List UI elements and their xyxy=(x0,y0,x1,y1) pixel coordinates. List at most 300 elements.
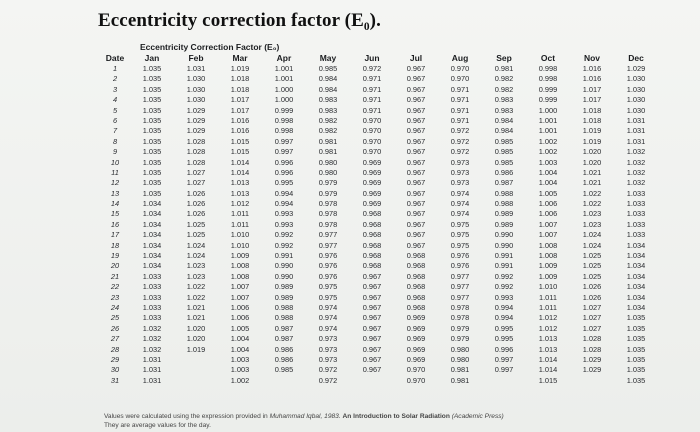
table-cell: 1.029 xyxy=(626,64,646,73)
table-cell: 1.019 xyxy=(230,64,250,73)
table-cell: 1.030 xyxy=(186,95,206,105)
footnote-note: They are average values for the day. xyxy=(104,422,211,429)
table-cell: 1.034 xyxy=(626,292,646,302)
table-cell: 0.968 xyxy=(362,240,382,250)
table-cell: 0.977 xyxy=(450,282,470,292)
table-cell: 0.969 xyxy=(362,167,382,177)
table-cell xyxy=(570,376,614,386)
table-cell: 1.015 xyxy=(538,375,558,385)
table-cell: 0.971 xyxy=(362,95,382,105)
table-cell: 1.006 xyxy=(538,199,558,209)
table-cell: 0.967 xyxy=(362,344,382,354)
table-cell: 1.030 xyxy=(626,105,646,115)
table-cell: 1.000 xyxy=(274,95,294,105)
table-cell: 1.035 xyxy=(626,365,646,375)
column-header: Apr xyxy=(276,53,292,63)
table-cell: 0.982 xyxy=(318,126,338,136)
table-cell: 1.034 xyxy=(626,302,646,312)
table-cell: 1.022 xyxy=(186,282,206,292)
table-cell: 1.009 xyxy=(538,261,558,271)
row-date: 2 xyxy=(112,74,118,84)
table-cell: 0.970 xyxy=(362,126,382,136)
table-cell: 1.028 xyxy=(186,157,206,167)
table-cell: 0.967 xyxy=(406,209,426,219)
table-cell: 1.007 xyxy=(538,219,558,229)
row-date: 13 xyxy=(110,188,120,198)
row-date: 27 xyxy=(110,334,120,344)
table-cell: 1.035 xyxy=(142,147,162,157)
table-cell: 0.971 xyxy=(362,105,382,115)
table-cell: 0.968 xyxy=(406,271,426,281)
table-cell: 0.991 xyxy=(274,251,294,261)
row-date: 31 xyxy=(110,375,120,385)
table-cell: 1.035 xyxy=(626,354,646,364)
table-cell: 0.994 xyxy=(494,302,514,312)
table-cell: 1.024 xyxy=(582,230,602,240)
table-cell: 1.030 xyxy=(186,84,206,94)
table-cell: 1.032 xyxy=(142,334,162,344)
row-date: 8 xyxy=(112,136,118,146)
column-header: Aug xyxy=(451,53,469,63)
table-cell: 1.034 xyxy=(626,261,646,271)
table-cell: 0.970 xyxy=(362,136,382,146)
table-cell: 0.993 xyxy=(494,292,514,302)
table-cell: 0.979 xyxy=(450,334,470,344)
table-cell: 1.021 xyxy=(186,313,206,323)
table-cell: 1.006 xyxy=(538,209,558,219)
table-cell: 0.970 xyxy=(362,115,382,125)
table-cell xyxy=(350,376,394,386)
table-cell: 1.018 xyxy=(230,84,250,94)
table-cell: 1.027 xyxy=(186,167,206,177)
table-cell: 1.025 xyxy=(186,230,206,240)
table-cell xyxy=(174,355,218,365)
row-date: 14 xyxy=(110,199,120,209)
table-cell: 1.001 xyxy=(274,64,294,73)
row-date: 15 xyxy=(110,209,120,219)
table-cell: 0.973 xyxy=(450,167,470,177)
table-cell: 1.008 xyxy=(230,271,250,281)
table-cell: 0.994 xyxy=(494,313,514,323)
table-cell: 1.031 xyxy=(626,115,646,125)
table-cell: 1.035 xyxy=(142,95,162,105)
table-cell: 1.027 xyxy=(582,313,602,323)
table-cell: 1.004 xyxy=(230,334,250,344)
column-header: Mar xyxy=(232,53,248,63)
table-cell: 0.990 xyxy=(494,230,514,240)
table-cell: 1.022 xyxy=(582,199,602,209)
table-cell: 1.014 xyxy=(230,157,250,167)
table-cell: 1.026 xyxy=(186,209,206,219)
table-cell: 1.021 xyxy=(186,302,206,312)
table-cell: 0.982 xyxy=(318,115,338,125)
table-cell: 0.997 xyxy=(274,136,294,146)
table-cell: 1.018 xyxy=(582,105,602,115)
table-cell: 0.979 xyxy=(318,188,338,198)
table-cell: 1.035 xyxy=(142,84,162,94)
table-cell: 0.991 xyxy=(494,251,514,261)
table-cell: 0.983 xyxy=(318,105,338,115)
table-cell: 1.019 xyxy=(186,344,206,354)
table-cell: 1.027 xyxy=(582,323,602,333)
table-cell: 1.034 xyxy=(142,251,162,261)
table-cell: 0.984 xyxy=(318,74,338,84)
table-cell: 1.015 xyxy=(230,136,250,146)
table-cell: 0.974 xyxy=(318,323,338,333)
table-cell: 0.987 xyxy=(274,323,294,333)
table-cell: 1.022 xyxy=(582,188,602,198)
table-cell: 1.009 xyxy=(230,251,250,261)
column-header: Jul xyxy=(409,53,423,63)
table-cell: 1.001 xyxy=(538,126,558,136)
table-cell: 1.033 xyxy=(142,282,162,292)
table-cell: 1.028 xyxy=(582,344,602,354)
table-cell: 0.968 xyxy=(362,261,382,271)
table-cell: 1.018 xyxy=(230,74,250,84)
table-cell: 1.006 xyxy=(230,302,250,312)
table-cell: 1.019 xyxy=(582,136,602,146)
table-cell: 0.967 xyxy=(406,136,426,146)
table-cell: 0.968 xyxy=(406,282,426,292)
table-cell: 1.035 xyxy=(142,178,162,188)
table-cell: 1.031 xyxy=(142,375,162,385)
table-cell: 1.015 xyxy=(230,147,250,157)
table-cell: 1.011 xyxy=(231,219,249,229)
table-cell: 1.035 xyxy=(626,323,646,333)
table-cell: 1.034 xyxy=(626,251,646,261)
table-cell: 1.018 xyxy=(582,115,602,125)
table-cell: 0.985 xyxy=(318,64,338,73)
table-cell: 0.967 xyxy=(406,199,426,209)
table-cell: 0.967 xyxy=(362,302,382,312)
table-cell: 1.034 xyxy=(142,219,162,229)
table-cell: 1.030 xyxy=(626,84,646,94)
table-cell: 0.976 xyxy=(450,261,470,271)
table-cell: 1.032 xyxy=(626,147,646,157)
table-cell: 1.013 xyxy=(538,344,558,354)
table-cell: 0.992 xyxy=(274,230,294,240)
row-date: 23 xyxy=(110,292,120,302)
row-date: 24 xyxy=(110,302,120,312)
table-cell: 0.984 xyxy=(494,115,514,125)
table-cell: 0.978 xyxy=(318,219,338,229)
table-cell: 0.970 xyxy=(450,64,470,73)
table-cell: 1.021 xyxy=(582,178,602,188)
table-cell: 1.017 xyxy=(230,105,250,115)
table-cell: 1.012 xyxy=(538,313,558,323)
table-cell: 0.974 xyxy=(450,199,470,209)
column-header: Nov xyxy=(583,53,601,63)
table-cell: 1.007 xyxy=(230,282,250,292)
table-cell: 0.967 xyxy=(406,74,426,84)
table-cell: 1.020 xyxy=(582,157,602,167)
table-cell: 0.969 xyxy=(362,199,382,209)
table-cell: 1.013 xyxy=(230,178,250,188)
table-cell: 0.973 xyxy=(318,344,338,354)
table-cell: 0.972 xyxy=(362,64,382,73)
table-cell: 0.967 xyxy=(406,157,426,167)
table-cell: 0.969 xyxy=(406,334,426,344)
table-cell: 1.007 xyxy=(230,292,250,302)
footnote-source: Muhammad Iqbal, 1983. xyxy=(269,413,341,420)
table-cell: 0.987 xyxy=(274,334,294,344)
table-cell: 0.968 xyxy=(362,219,382,229)
table-cell: 1.016 xyxy=(582,64,602,73)
table-cell: 0.998 xyxy=(274,126,294,136)
table-cell: 0.989 xyxy=(494,219,514,229)
table-cell: 1.008 xyxy=(538,240,558,250)
table-cell: 0.972 xyxy=(450,136,470,146)
table-cell: 1.026 xyxy=(186,188,206,198)
table-cell: 1.007 xyxy=(538,230,558,240)
table-cell: 0.977 xyxy=(450,292,470,302)
table-cell: 0.998 xyxy=(538,74,558,84)
table-cell: 0.974 xyxy=(450,188,470,198)
row-date: 28 xyxy=(110,344,120,354)
table-cell: 1.032 xyxy=(626,157,646,167)
table-cell: 1.034 xyxy=(626,282,646,292)
table-cell: 0.993 xyxy=(274,209,294,219)
table-cell: 1.029 xyxy=(582,354,602,364)
table-cell: 0.989 xyxy=(274,292,294,302)
table-cell: 0.975 xyxy=(450,240,470,250)
row-date: 9 xyxy=(112,147,118,157)
table-cell: 1.031 xyxy=(626,126,646,136)
table-cell: 1.000 xyxy=(274,84,294,94)
table-cell: 1.012 xyxy=(538,323,558,333)
table-cell: 0.971 xyxy=(450,105,470,115)
table-cell: 0.967 xyxy=(362,282,382,292)
table-cell: 0.967 xyxy=(406,126,426,136)
table-cell: 0.988 xyxy=(494,188,514,198)
table-cell: 0.974 xyxy=(318,313,338,323)
table-cell: 1.034 xyxy=(626,271,646,281)
table-cell: 1.035 xyxy=(626,344,646,354)
table-cell: 0.969 xyxy=(406,354,426,364)
table-cell: 0.967 xyxy=(362,313,382,323)
table-cell: 1.026 xyxy=(582,292,602,302)
table-cell: 0.969 xyxy=(362,178,382,188)
table-cell: 0.992 xyxy=(494,282,514,292)
row-date: 18 xyxy=(110,240,120,250)
column-header: Jun xyxy=(364,53,380,63)
table-cell: 1.020 xyxy=(186,323,206,333)
table-cell: 1.006 xyxy=(230,313,250,323)
table-cell: 1.016 xyxy=(230,115,250,125)
table-cell: 1.031 xyxy=(142,365,162,375)
table-cell: 0.967 xyxy=(406,105,426,115)
table-cell xyxy=(482,376,526,386)
table-cell: 1.027 xyxy=(186,178,206,188)
row-date: 16 xyxy=(110,219,120,229)
table-cell: 0.967 xyxy=(406,240,426,250)
table-cell: 0.968 xyxy=(362,251,382,261)
table-cell: 0.980 xyxy=(318,157,338,167)
table-cell: 1.035 xyxy=(142,64,162,73)
table-cell: 0.967 xyxy=(406,188,426,198)
table-cell: 1.033 xyxy=(626,188,646,198)
table-cell: 0.971 xyxy=(450,95,470,105)
table-cell: 1.034 xyxy=(142,240,162,250)
table-cell: 0.984 xyxy=(318,84,338,94)
row-date: 4 xyxy=(112,95,118,105)
table-cell: 1.034 xyxy=(142,261,162,271)
table-cell: 1.003 xyxy=(230,354,250,364)
table-cell: 0.996 xyxy=(494,344,514,354)
table-cell: 0.967 xyxy=(406,178,426,188)
table-cell: 0.975 xyxy=(318,292,338,302)
table-cell: 0.980 xyxy=(318,167,338,177)
column-header: Oct xyxy=(540,53,556,63)
footnote-text: Values were calculated using the expression provided in xyxy=(104,413,268,420)
table-cell: 0.985 xyxy=(494,136,514,146)
table-cell: 1.005 xyxy=(538,188,558,198)
table-cell: 1.034 xyxy=(142,209,162,219)
table-cell: 0.980 xyxy=(450,344,470,354)
table-cell: 1.014 xyxy=(538,354,558,364)
table-cell: 0.975 xyxy=(450,219,470,229)
table-cell: 1.017 xyxy=(230,95,250,105)
table-cell: 0.992 xyxy=(494,271,514,281)
table-cell: 0.968 xyxy=(406,261,426,271)
table-cell: 1.008 xyxy=(230,261,250,271)
table-cell: 0.969 xyxy=(362,157,382,167)
table-cell: 1.029 xyxy=(582,365,602,375)
table-cell: 0.985 xyxy=(494,157,514,167)
row-date: 26 xyxy=(110,323,120,333)
table-cell: 0.981 xyxy=(318,147,338,157)
table-cell: 1.031 xyxy=(186,64,206,73)
table-cell: 1.016 xyxy=(582,74,602,84)
table-cell: 0.979 xyxy=(318,178,338,188)
table-cell: 0.976 xyxy=(318,251,338,261)
table-cell: 1.026 xyxy=(582,282,602,292)
table-cell xyxy=(174,376,218,386)
page-title: Eccentricity correction factor (E₀). xyxy=(98,10,381,31)
table-cell: 1.034 xyxy=(142,230,162,240)
table-cell: 1.030 xyxy=(626,95,646,105)
table-cell: 1.032 xyxy=(142,323,162,333)
table-cell: 0.967 xyxy=(406,115,426,125)
table-cell: 1.014 xyxy=(230,167,250,177)
table-cell: 1.011 xyxy=(539,292,557,302)
table-cell: 1.020 xyxy=(582,147,602,157)
table-cell: 0.981 xyxy=(494,64,514,73)
table-cell: 1.002 xyxy=(538,147,558,157)
table-cell: 0.999 xyxy=(538,95,558,105)
table-cell: 1.028 xyxy=(186,147,206,157)
table-cell: 0.971 xyxy=(362,74,382,84)
column-header: Feb xyxy=(188,53,204,63)
table-cell: 0.973 xyxy=(318,354,338,364)
table-cell: 0.970 xyxy=(406,375,426,385)
table-cell: 1.028 xyxy=(582,334,602,344)
table-cell: 1.029 xyxy=(186,126,206,136)
table-cell: 0.972 xyxy=(318,365,338,375)
table-cell: 1.032 xyxy=(142,344,162,354)
table-cell: 1.025 xyxy=(582,261,602,271)
table-cell: 0.978 xyxy=(450,313,470,323)
table-cell: 0.982 xyxy=(494,84,514,94)
table-cell: 1.010 xyxy=(230,240,250,250)
table-cell: 1.025 xyxy=(186,219,206,229)
table-cell: 1.022 xyxy=(186,292,206,302)
table-cell: 1.035 xyxy=(142,74,162,84)
column-header: May xyxy=(319,53,337,63)
table-cell: 0.972 xyxy=(450,126,470,136)
table-cell: 1.035 xyxy=(142,136,162,146)
table-cell: 0.995 xyxy=(494,334,514,344)
table-cell: 0.983 xyxy=(494,105,514,115)
table-cell: 1.024 xyxy=(582,240,602,250)
table-cell: 1.001 xyxy=(538,115,558,125)
table-cell xyxy=(174,365,218,375)
table-cell: 0.976 xyxy=(318,261,338,271)
table-cell: 1.035 xyxy=(142,167,162,177)
table-cell: 0.987 xyxy=(494,178,514,188)
table-cell: 1.032 xyxy=(626,167,646,177)
table-cell: 0.990 xyxy=(274,271,294,281)
table-cell: 1.034 xyxy=(626,240,646,250)
table-cell: 1.035 xyxy=(142,105,162,115)
table-cell: 0.967 xyxy=(362,354,382,364)
table-cell: 0.977 xyxy=(318,230,338,240)
table-cell: 1.005 xyxy=(230,323,250,333)
table-grid xyxy=(100,53,658,386)
table-cell: 0.988 xyxy=(274,313,294,323)
table-cell xyxy=(262,376,306,386)
table-cell: 0.974 xyxy=(450,209,470,219)
table-cell: 1.035 xyxy=(142,188,162,198)
table-cell: 1.026 xyxy=(186,199,206,209)
table-cell: 0.969 xyxy=(406,313,426,323)
table-cell: 0.983 xyxy=(318,95,338,105)
table-cell: 0.989 xyxy=(274,282,294,292)
table-cell: 0.991 xyxy=(494,261,514,271)
table-cell: 1.033 xyxy=(142,271,162,281)
table-cell: 0.969 xyxy=(362,188,382,198)
table-cell: 1.035 xyxy=(626,334,646,344)
table-cell: 1.031 xyxy=(142,354,162,364)
table-cell: 0.978 xyxy=(450,302,470,312)
table-cell: 1.030 xyxy=(626,74,646,84)
table-cell: 0.995 xyxy=(274,178,294,188)
table-cell: 1.017 xyxy=(582,95,602,105)
table-cell: 0.971 xyxy=(362,84,382,94)
table-cell: 1.010 xyxy=(230,230,250,240)
table-cell: 0.997 xyxy=(274,147,294,157)
row-date: 22 xyxy=(110,282,120,292)
table-cell: 0.986 xyxy=(494,167,514,177)
table-cell: 1.033 xyxy=(142,292,162,302)
table-cell: 1.001 xyxy=(274,74,294,84)
table-cell: 1.000 xyxy=(538,105,558,115)
table-cell: 0.967 xyxy=(406,230,426,240)
table-cell: 1.008 xyxy=(538,251,558,261)
table-cell: 1.019 xyxy=(582,126,602,136)
table-title: Eccentricity Correction Factor (E₀) xyxy=(140,42,280,52)
table-cell: 0.971 xyxy=(450,84,470,94)
table-cell: 0.994 xyxy=(274,188,294,198)
table-cell: 0.978 xyxy=(318,209,338,219)
row-date: 25 xyxy=(110,313,120,323)
table-cell: 0.976 xyxy=(450,251,470,261)
table-cell: 1.002 xyxy=(230,375,250,385)
table-cell: 1.033 xyxy=(626,230,646,240)
column-header: Sep xyxy=(496,53,512,63)
table-cell: 1.029 xyxy=(186,115,206,125)
table-cell: 0.996 xyxy=(274,167,294,177)
